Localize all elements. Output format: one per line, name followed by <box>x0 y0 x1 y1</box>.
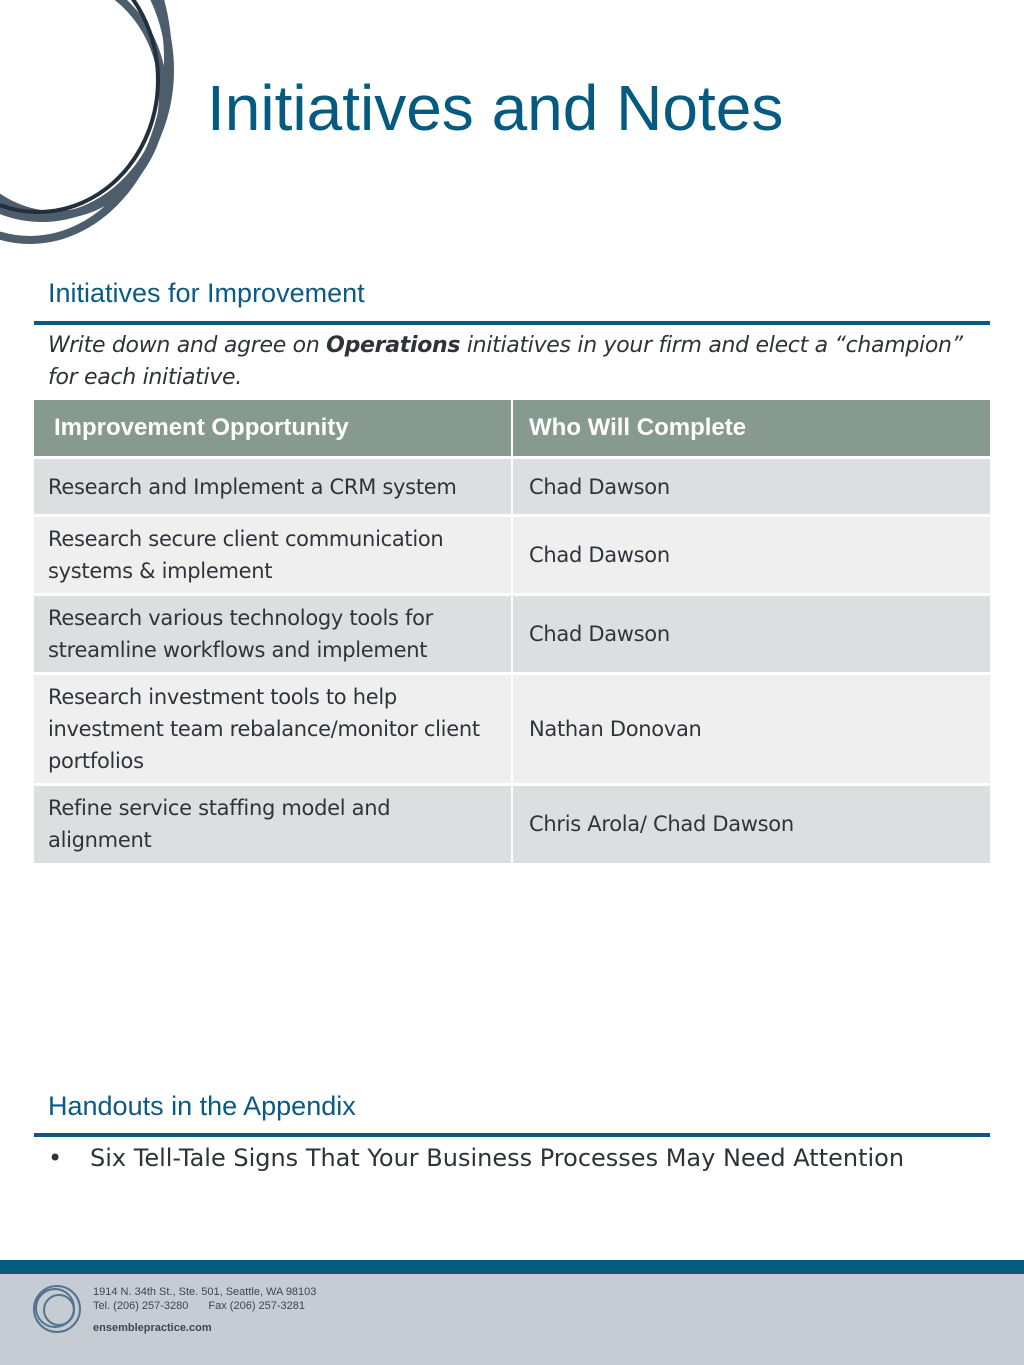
instructions-text <box>48 330 968 394</box>
bullet-icon: • <box>48 1144 63 1172</box>
table-row <box>34 595 990 674</box>
logo-rings-graphic <box>0 0 200 260</box>
appendix-divider <box>34 1133 990 1137</box>
footer-contact <box>93 1285 316 1335</box>
appendix-list <box>48 1140 904 1176</box>
footer-website-link[interactable]: ensemblepractice.com <box>93 1322 212 1334</box>
initiatives-divider <box>34 321 990 325</box>
owner-cell: Chad Dawson <box>512 516 990 595</box>
footer <box>0 1274 1024 1365</box>
appendix-heading: Handouts in the Appendix <box>48 1091 356 1121</box>
table-row <box>34 674 990 785</box>
footer-fax: Fax (206) 257-3281 <box>208 1300 306 1312</box>
opportunity-cell: Research secure client communication systems & implement <box>34 516 512 595</box>
instructions-lead: Write down and agree on <box>48 333 327 358</box>
appendix-item-label: Six Tell-Tale Signs That Your Business Processes May Need Attention <box>90 1144 905 1172</box>
table-row <box>34 516 990 595</box>
footer-phones <box>93 1299 316 1313</box>
instructions-tail: initiatives in your firm and elect a “champion” for each initiative. <box>48 333 963 390</box>
owner-cell: Chad Dawson <box>512 458 990 516</box>
table-header-row <box>34 400 990 458</box>
footer-address: 1914 N. 34th St., Ste. 501, Seattle, WA 98103 <box>93 1286 317 1298</box>
initiatives-table <box>34 400 990 863</box>
opportunity-cell: Research various technology tools for streamline workflows and implement <box>34 595 512 674</box>
footer-logo-icon <box>28 1282 86 1336</box>
opportunity-cell: Research and Implement a CRM system <box>34 458 512 516</box>
opportunity-cell: Refine service staffing model and alignment <box>34 785 512 863</box>
table-row <box>34 458 990 516</box>
footer-tel: Tel. (206) 257-3280 <box>93 1300 189 1312</box>
list-item <box>48 1140 904 1176</box>
header-improvement-opportunity: Improvement Opportunity <box>34 400 512 458</box>
owner-cell: Chad Dawson <box>512 595 990 674</box>
initiatives-heading: Initiatives for Improvement <box>48 278 365 308</box>
header-who-will-complete: Who Will Complete <box>512 400 990 458</box>
page-title: Initiatives and Notes <box>207 72 784 144</box>
footer-accent-bar <box>0 1260 1024 1274</box>
instructions-emphasis: Operations <box>326 333 461 358</box>
owner-cell: Nathan Donovan <box>512 674 990 785</box>
opportunity-cell: Research investment tools to help investment team rebalance/monitor client portfolios <box>34 674 512 785</box>
owner-cell: Chris Arola/ Chad Dawson <box>512 785 990 863</box>
table-row <box>34 785 990 863</box>
